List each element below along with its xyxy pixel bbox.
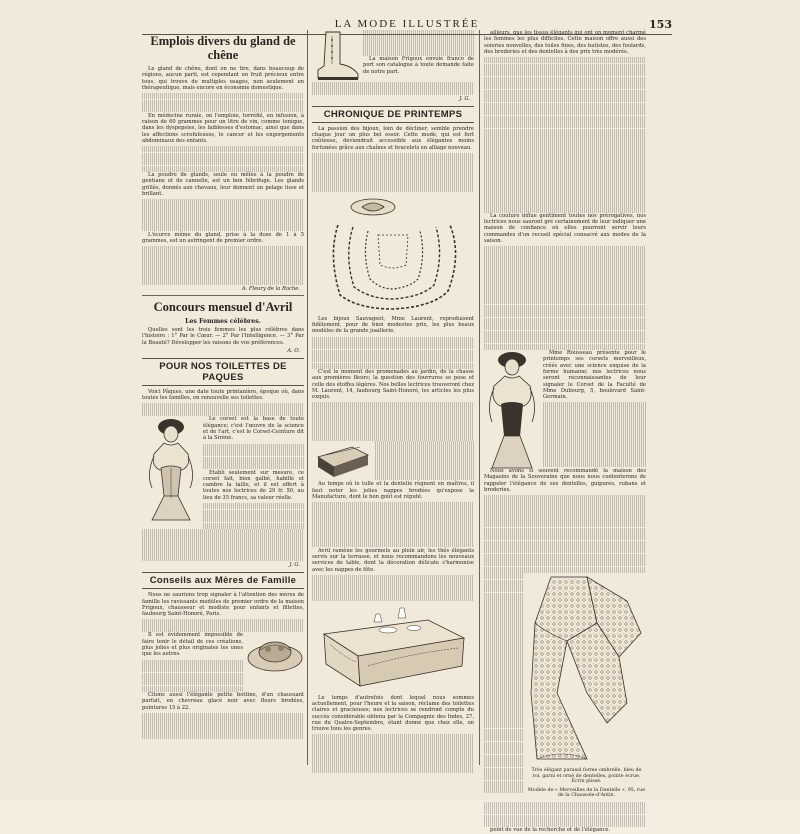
magazine-title: LA MODE ILLUSTRÉE — [334, 18, 480, 30]
paragraph: Le temps d'autrefois dont lequel nous sommes actuellement, pour l'heure et la saison, réclame des toilettes claires et gracieuses; nos lectrices se rendront compte du succès considérable obtenu par la Compagnie des Indes, 27, rue du Quatre-Septembre, étant donné que chez elle, on trouve tous les genres. — [312, 694, 474, 733]
paragraph: C'est le moment des promenades au jardin, de la chasse aux premières fleurs; la question des fourrures se pose et celle des étoffes légères. Nos belles lectrices trouveront chez M. Laurent, 14, faubourg Saint-Honoré, les articles les plus exquis. — [312, 369, 474, 401]
gift-box-illustration — [312, 441, 372, 481]
corset-illustration — [142, 416, 200, 520]
paragraph: La passion des bijoux, loin de décliner, semble prendre chaque jour un plus bel essor. Cette mode, qui est fort coûteuse, deviendrait accessible aux élégantes moins fortunées grâce aux chaînes et bracelets en alliage nouveau. — [312, 125, 474, 151]
paragraph: Nous avons si souvent recommandé la maison des Magasins de la Souveraine que nous nous contenterons de rappeler l'élégance de ses dentelles, guipures, rubans et broderies. — [484, 468, 646, 493]
signature: J. G. — [289, 562, 300, 569]
paragraph: Nous ne saurions trop signaler à l'attention des mères de famille les ravissants modèles de premier ordre de la maison Frigoux, chausseur et modiste pour enfants et fillettes, faubourg Saint-Honoré, Paris. — [142, 592, 304, 618]
column-rule — [479, 30, 480, 765]
paragraph: Mme Rousseau présente pour le printemps ses corsets merveilleux, créés avec une science exquise de la forme humaine; nos lectrices nous seront reconnaissantes de leur signaler le Corset de la Faculté de Mme Dubourg, 5, boulevard Saint-Germain. — [543, 350, 646, 401]
paragraph: Etabli seulement sur mesure, ce corset fait, bien galbé, habille et cambre la taille, et il est offert à toutes nos lectrices de 29 fr. 50, au lieu de 35 francs, sa valeur réelle. — [203, 469, 304, 501]
illustration-caption-credit: Modèle de « Merveilles de la Dentelle », 95, rue de la Chaussée-d'Antin. — [527, 787, 646, 799]
paragraph: Le corset est la base de toute élégance; c'est l'œuvre de la science et de l'art, c'est le Corset-Ceinture dit à la Sirène. — [203, 416, 304, 442]
article-title-paques: POUR NOS TOILETTES DE PAQUES — [142, 358, 304, 386]
paragraph: La maison Frigoux envoie franco de port son catalogue à toute demande faite de notre part. — [363, 55, 474, 75]
lace-collar-illustration — [527, 573, 645, 763]
column-left — [142, 30, 304, 765]
paragraph: Au temps où le tulle et la dentelle règnent en maîtres, il faut noter les jolies nappes brodées qu'expose la Manufacture, dont le bon goût est réputé. — [312, 481, 474, 500]
signature: A. O. — [287, 347, 300, 354]
article-title-conseils: Conseils aux Mères de Famille — [142, 572, 304, 589]
paragraph: En médecine rurale, on l'emploie, torréfié, en infusion, à raison de 60 grammes pour un litre de vin, comme tonique, dans les dyspepsies, les faiblesses d'estomac, ainsi que dans les affections scrofuleuses, le cancer et les engorgements abdominaux des enfants. — [142, 112, 304, 144]
paragraph: La couture influe gentiment toutes nos prérogatives, nos lectrices nous sauront gré certainement de leur indiquer une maison de confiance où elles pourront servir leurs commandes d'un recueil spécial consacré aux modes de la saison. — [484, 212, 646, 244]
signature: J. G. — [459, 95, 470, 102]
paragraph: ailleurs, que les tissus élégants qui ont un moment charmé les femmes les plus difficiles. Cette maison offre aussi des soieries nouvelles, des toiles fines, des batistes, des foulards, des broderies et des dentelles à des prix très modérés. — [484, 30, 646, 55]
paragraph: Voici Pâques, une date toute printanière, époque où, dans toutes les familles, on renouvelle ses toilettes. — [142, 388, 304, 402]
paragraph: Le gland de chêne, dont on ne tire, dans beaucoup de régions, aucun parti, est cependant un fruit précieux entre tous, qui trouve de multiples usages, non seulement en thérapeutique, mais encore en économie domestique. — [142, 66, 304, 91]
paragraph: point de vue de la recherche et de l'élégance. — [490, 827, 611, 834]
boot-illustration — [312, 30, 360, 82]
article-title-concours: Concours mensuel d'Avril — [153, 299, 293, 314]
paragraph: Avril ramène les gourmets au plein air, les thés élégants servis sur la terrasse, et nous recommandons les nouveaux services de table, dont la décoration délicate s'harmonise avec les nappes de fête. — [312, 547, 474, 573]
paragraph: Quelles sont les trois femmes les plus célèbres dans l'histoire : 1° Par le Cœur. — 2° Par l'Intelligence. — 3° Par la Beauté? Développer les raisons de vos préférences. — [142, 326, 304, 346]
jewelry-chain-illustration — [318, 195, 468, 313]
hat-illustration — [246, 632, 304, 676]
column-middle — [312, 30, 474, 765]
signature: A. Fleury de la Roche. — [241, 285, 300, 292]
paragraph: La poudre de glands, seule ou mêlée à la poudre de gentiane et de cannelle, est un bon fébrifuge. Les glands grillés, donnés aux chevaux, leur donnent un pelage lisse et brillant. — [142, 172, 304, 197]
page-number: 153 — [649, 18, 672, 31]
paragraph: Citons aussi l'élégante petite bottine, d'un chaussant parfait, en chevreau glacé noir avec fleurs brodées, pointures 15 à 22. — [142, 691, 304, 711]
paragraph: Les bijoux Sauvageot, Mme Laurent, reproduisent fidèlement, pour de bien modestes prix, les plus beaux modèles de la grande joaillerie. — [312, 315, 474, 335]
article-subtitle: Les Femmes célèbres. — [185, 317, 261, 325]
paragraph: Il est évidemment impossible de faire tenir le détail de ces créations, plus jolies et plus originales les unes que les autres. — [142, 632, 243, 658]
lady-in-corset-illustration — [484, 350, 540, 468]
illustration-caption: Très élégant parasol forme ombrelle, bleu de roi, garni et orné de dentelles, pointe écrue. Écrin plissé. — [531, 768, 642, 785]
article-title-gland: Emplois divers du gland de chêne — [150, 34, 296, 62]
article-title-chronique: CHRONIQUE DE PRINTEMPS — [312, 106, 474, 123]
column-right — [484, 30, 646, 834]
paragraph: L'écorce même du gland, prise à la dose de 1 à 5 grammes, est un astringent de premier ordre. — [142, 231, 304, 244]
column-rule — [307, 30, 308, 765]
table-service-illustration — [318, 604, 468, 692]
